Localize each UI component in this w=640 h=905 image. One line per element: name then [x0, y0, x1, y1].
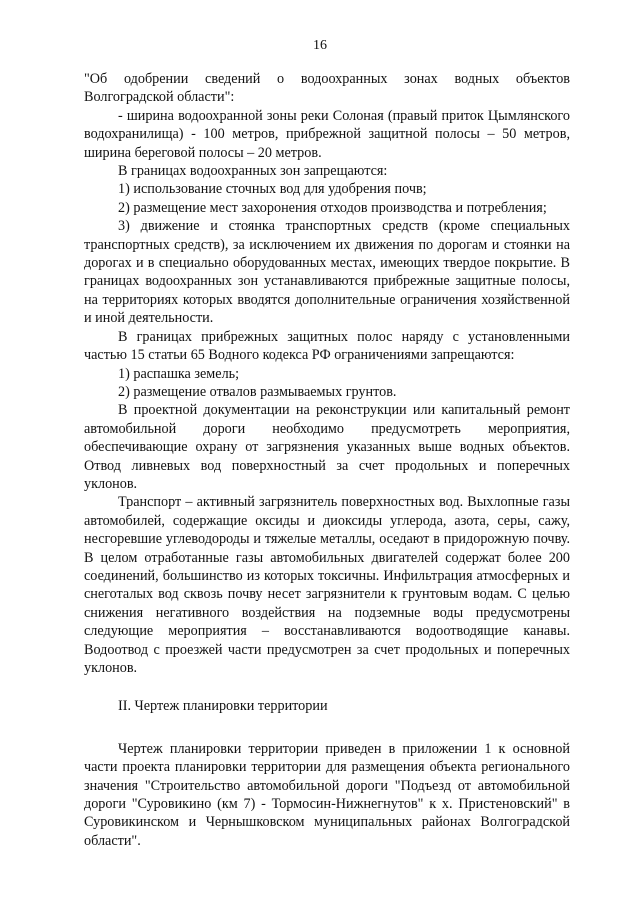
list-item-plowing: 1) распашка земель;: [118, 365, 240, 382]
page-number: 16: [313, 38, 327, 53]
paragraph-strip-prohibitions-intro: В границах прибрежных защитных полос наряду с установленными частью 15 статьи 65 Водного кодекса РФ ограничениями запрещаются:: [84, 328, 570, 364]
paragraph-zone-prohibitions-intro: В границах водоохранных зон запрещаются:: [118, 163, 388, 180]
paragraph-transport-pollution: Транспорт – активный загрязнитель поверхностных вод. Выхлопные газы автомобилей, содержащие оксиды и диоксиды углерода, азота, серы, сажу, несгоревшие углеводороды и тяжелые металлы, оседают в придорожную почву. В целом отработанные газы автомобильных двигателей содержат более 200 соединений, большинство из которых токсичны. Инфильтрация атмосферных и снеготалых вод сквозь почву несет загрязнители к грунтовым водам. С целью снижения негативного воздействия на подземные воды предусмотрены следующие мероприятия – восстанавливаются водоотводящие канавы. Водоотвод с проезжей части предусмотрен за счет продольных и поперечных уклонов.: [84, 494, 570, 676]
list-item-wastewater: 1) использование сточных вод для удобрения почв;: [118, 181, 427, 198]
section-heading: II. Чертеж планировки территории: [118, 698, 328, 715]
list-item-waste-burial: 2) размещение мест захоронения отходов производства и потребления;: [118, 199, 547, 216]
document-body: [84, 70, 570, 850]
paragraph-planning-drawing: Чертеж планировки территории приведен в приложении 1 к основной части проекта планировки территории для размещения объекта регионального значения "Строительство автомобильной дороги "Подъезд от автомобильной дороги "Суровикино (км 7) - Тормосин-Нижнегнутов" к х. Пристеновский" в Суровикинском и Чернышковском муниципальных районах Волгоградской области".: [84, 740, 570, 849]
paragraph-zone-width: - ширина водоохранной зоны реки Солоная (правый приток Цымлянского водохранилища) - 100 метров, прибрежной защитной полосы – 50 метров, ширина береговой полосы – 20 метров.: [84, 107, 570, 161]
paragraph-project-documentation: В проектной документации на реконструкции или капитальный ремонт автомобильной дороги необходимо предусмотреть мероприятия, обеспечивающие охрану от загрязнения указанных выше водных объектов. Отвод ливневых вод поверхностный за счет продольных и поперечных уклонов.: [84, 402, 570, 492]
list-item-dumps: 2) размещение отвалов размываемых грунтов.: [118, 383, 397, 400]
paragraph-decree-title: "Об одобрении сведений о водоохранных зонах водных объектов Волгоградской области":: [84, 71, 570, 106]
list-item-vehicle-movement: 3) движение и стоянка транспортных средств (кроме специальных транспортных средств), за исключением их движения по дорогам и стоянки на дорогах и в специально оборудованных местах, имеющих твердое покрытие. В границах водоохранных зон устанавливаются прибрежные защитные полосы, на территориях которых вводятся дополнительные ограничения хозяйственной и иной деятельности.: [84, 218, 570, 327]
